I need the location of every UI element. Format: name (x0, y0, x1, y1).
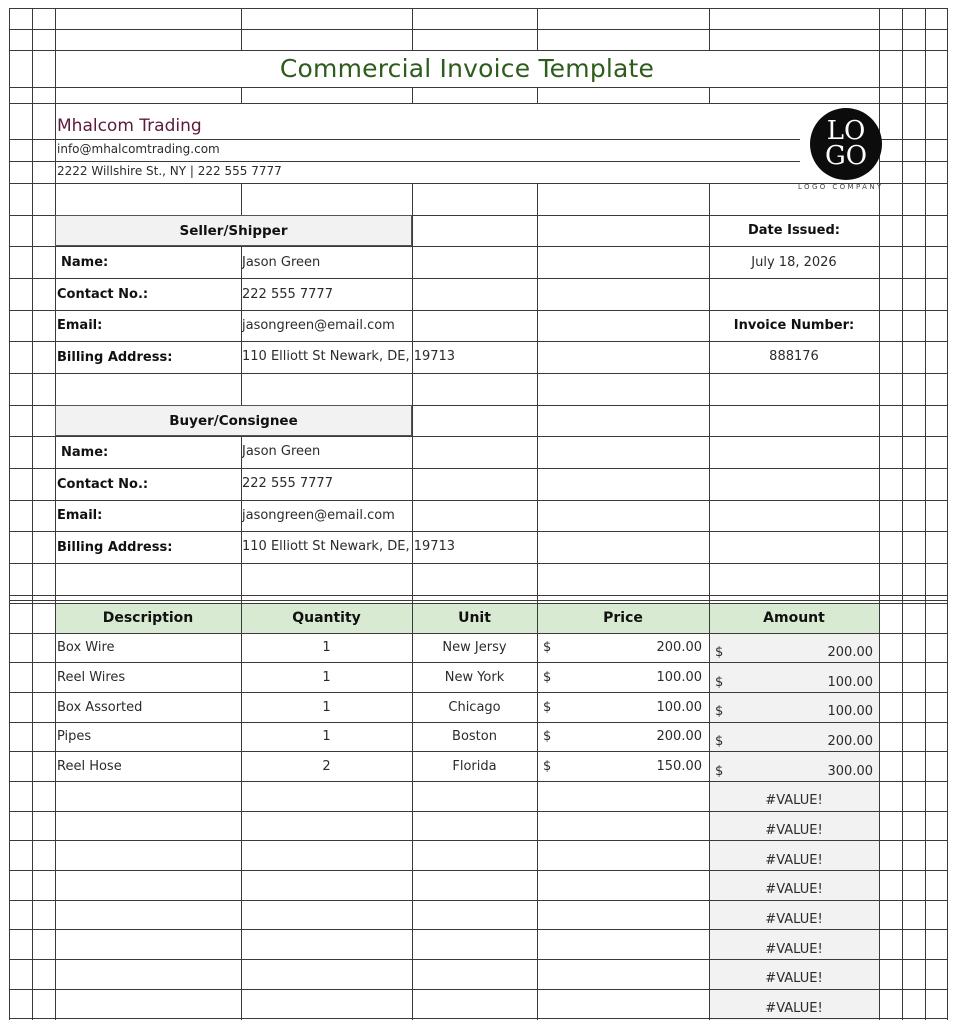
col-header-price: Price (603, 610, 643, 626)
amount-error-cell: #VALUE! (765, 1001, 823, 1016)
seller-name-label: Name: (61, 255, 109, 270)
page-title: Commercial Invoice Template (279, 54, 655, 83)
item-unit[interactable]: New York (444, 670, 505, 685)
logo-mark-top: LO (826, 116, 866, 146)
col-header-description: Description (102, 610, 194, 626)
item-description[interactable]: Box Assorted (57, 700, 143, 715)
buyer-address[interactable]: 110 Elliott St Newark, DE, 19713 (242, 539, 456, 554)
logo-caption: LOGO COMPANY (798, 183, 884, 191)
item-quantity[interactable]: 1 (322, 700, 331, 715)
seller-contact[interactable]: 222 555 7777 (242, 287, 333, 302)
seller-name[interactable]: Jason Green (242, 255, 321, 270)
col-header-quantity: Quantity (292, 610, 361, 626)
amount-error-cell: #VALUE! (765, 971, 823, 986)
buyer-email[interactable]: jasongreen@email.com (242, 508, 395, 523)
price-currency: $ (543, 640, 552, 655)
price-currency: $ (543, 700, 552, 715)
date-issued-value[interactable]: July 18, 2026 (751, 255, 837, 270)
seller-contact-label: Contact No.: (57, 287, 149, 302)
seller-address[interactable]: 110 Elliott St Newark, DE, 19713 (242, 349, 456, 364)
item-amount: 200.00 (827, 645, 873, 660)
amount-currency: $ (715, 734, 724, 749)
item-amount: 200.00 (827, 734, 873, 749)
item-price[interactable]: 150.00 (656, 759, 702, 774)
company-name: Mhalcom Trading (57, 116, 202, 136)
item-quantity[interactable]: 2 (322, 759, 331, 774)
item-amount: 300.00 (827, 764, 873, 779)
buyer-heading: Buyer/Consignee (55, 405, 412, 436)
item-price[interactable]: 100.00 (656, 670, 702, 685)
item-quantity[interactable]: 1 (322, 640, 331, 655)
item-unit[interactable]: New Jersy (442, 640, 507, 655)
col-header-unit: Unit (458, 610, 491, 626)
amount-error-cell: #VALUE! (765, 942, 823, 957)
invoice-number-value[interactable]: 888176 (769, 349, 819, 364)
item-unit[interactable]: Florida (452, 759, 497, 774)
amount-currency: $ (715, 645, 724, 660)
amount-currency: $ (715, 675, 724, 690)
date-issued-label: Date Issued: (747, 223, 840, 238)
item-description[interactable]: Reel Wires (57, 670, 126, 685)
item-price[interactable]: 200.00 (656, 729, 702, 744)
buyer-name[interactable]: Jason Green (242, 444, 321, 459)
item-price[interactable]: 100.00 (656, 700, 702, 715)
amount-currency: $ (715, 704, 724, 719)
amount-error-cell: #VALUE! (765, 793, 823, 808)
item-unit[interactable]: Boston (452, 729, 497, 744)
company-logo (810, 108, 882, 180)
buyer-contact[interactable]: 222 555 7777 (242, 476, 333, 491)
invoice-number-label: Invoice Number: (733, 318, 855, 333)
item-quantity[interactable]: 1 (322, 670, 331, 685)
logo-mark-bottom: GO (824, 141, 868, 171)
buyer-email-label: Email: (57, 508, 103, 523)
price-currency: $ (543, 670, 552, 685)
buyer-contact-label: Contact No.: (57, 477, 149, 492)
item-quantity[interactable]: 1 (322, 729, 331, 744)
buyer-name-label: Name: (61, 445, 109, 460)
company-address: 2222 Willshire St., NY | 222 555 7777 (57, 164, 282, 178)
seller-heading: Seller/Shipper (55, 215, 412, 246)
item-description[interactable]: Reel Hose (57, 759, 122, 774)
amount-error-cell: #VALUE! (765, 853, 823, 868)
col-header-amount: Amount (763, 610, 825, 626)
price-currency: $ (543, 729, 552, 744)
item-unit[interactable]: Chicago (448, 700, 501, 715)
company-email: info@mhalcomtrading.com (57, 142, 220, 156)
amount-error-cell: #VALUE! (765, 823, 823, 838)
item-price[interactable]: 200.00 (656, 640, 702, 655)
item-amount: 100.00 (827, 675, 873, 690)
amount-error-cell: #VALUE! (765, 912, 823, 927)
seller-address-label: Billing Address: (57, 350, 173, 365)
item-amount: 100.00 (827, 704, 873, 719)
seller-email[interactable]: jasongreen@email.com (242, 318, 395, 333)
amount-error-cell: #VALUE! (765, 882, 823, 897)
buyer-address-label: Billing Address: (57, 540, 173, 555)
seller-email-label: Email: (57, 318, 103, 333)
price-currency: $ (543, 759, 552, 774)
amount-currency: $ (715, 764, 724, 779)
item-description[interactable]: Box Wire (57, 640, 115, 655)
item-description[interactable]: Pipes (57, 729, 92, 744)
